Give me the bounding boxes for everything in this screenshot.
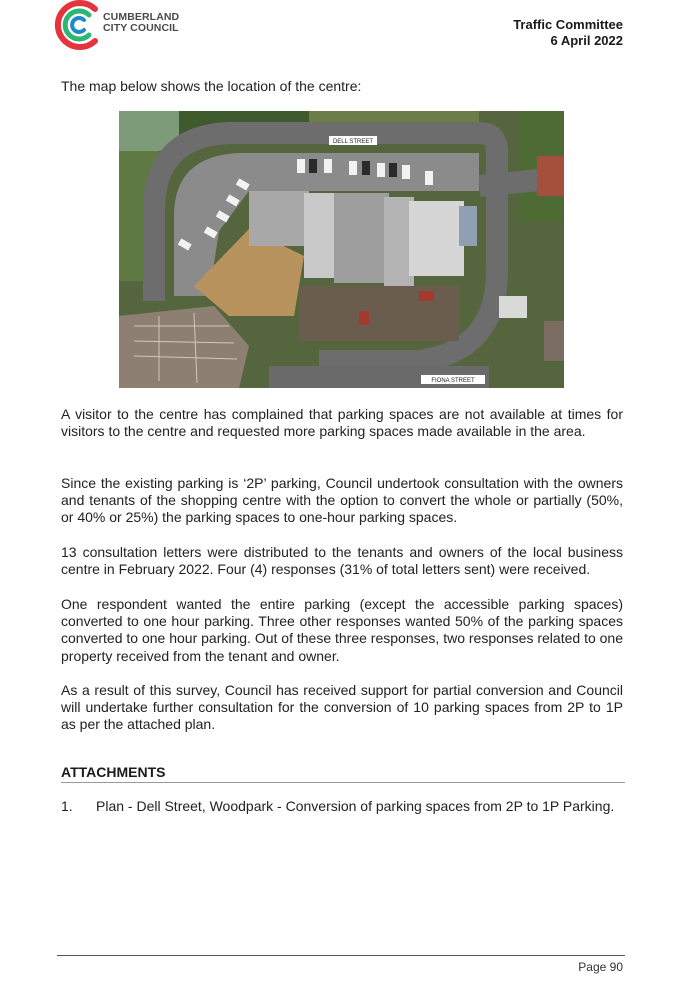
attachments-heading: ATTACHMENTS — [61, 764, 166, 780]
paragraph-consultation: Since the existing parking is ‘2P’ parking, Council undertook consultation with the owners and tenants of the shopping centre with the option to convert the whole or partially (50%, or 40% or 25%) the parking spaces to one-hour parking spaces. — [61, 475, 623, 526]
paragraph-outcome: As a result of this survey, Council has received support for partial conversion and Council will undertake further consultation for the conversion of 10 parking spaces from 2P to 1P as per the attached plan. — [61, 682, 623, 733]
footer-divider — [57, 955, 625, 956]
paragraph-complaint: A visitor to the centre has complained that parking spaces are not available at times for visitors to the centre and requested more parking spaces made available in the area. — [61, 406, 623, 440]
council-name-line2: CITY COUNCIL — [103, 22, 179, 34]
attachment-link[interactable]: Plan - Dell Street, Woodpark - Conversion of parking spaces from 2P to 1P Parking. — [96, 798, 615, 814]
paragraph-letters: 13 consultation letters were distributed to the tenants and owners of the local business centre in February 2022. Four (4) responses (31% of total letters sent) were received. — [61, 544, 623, 578]
map-label-dell-street: DELL STREET — [332, 139, 374, 145]
map-intro: The map below shows the location of the centre: — [61, 78, 362, 94]
header-meta — [513, 17, 623, 49]
attachment-number: 1. — [61, 798, 73, 814]
council-name — [103, 12, 179, 34]
attachments-divider — [61, 782, 625, 783]
map-label-fiona-street: FIONA STREET — [431, 378, 475, 384]
meeting-date: 6 April 2022 — [550, 33, 623, 48]
council-name-line1: CUMBERLAND — [103, 11, 180, 23]
aerial-map-image — [119, 111, 564, 388]
page-number: Page 90 — [578, 960, 623, 974]
committee-name: Traffic Committee — [513, 17, 623, 32]
paragraph-responses: One respondent wanted the entire parking (except the accessible parking spaces) converted to one hour parking. Three other responses wanted 50% of the parking spaces converted to one hour parking. Out of these three responses, two responses related to one property received from the tenant and owner. — [61, 596, 623, 664]
